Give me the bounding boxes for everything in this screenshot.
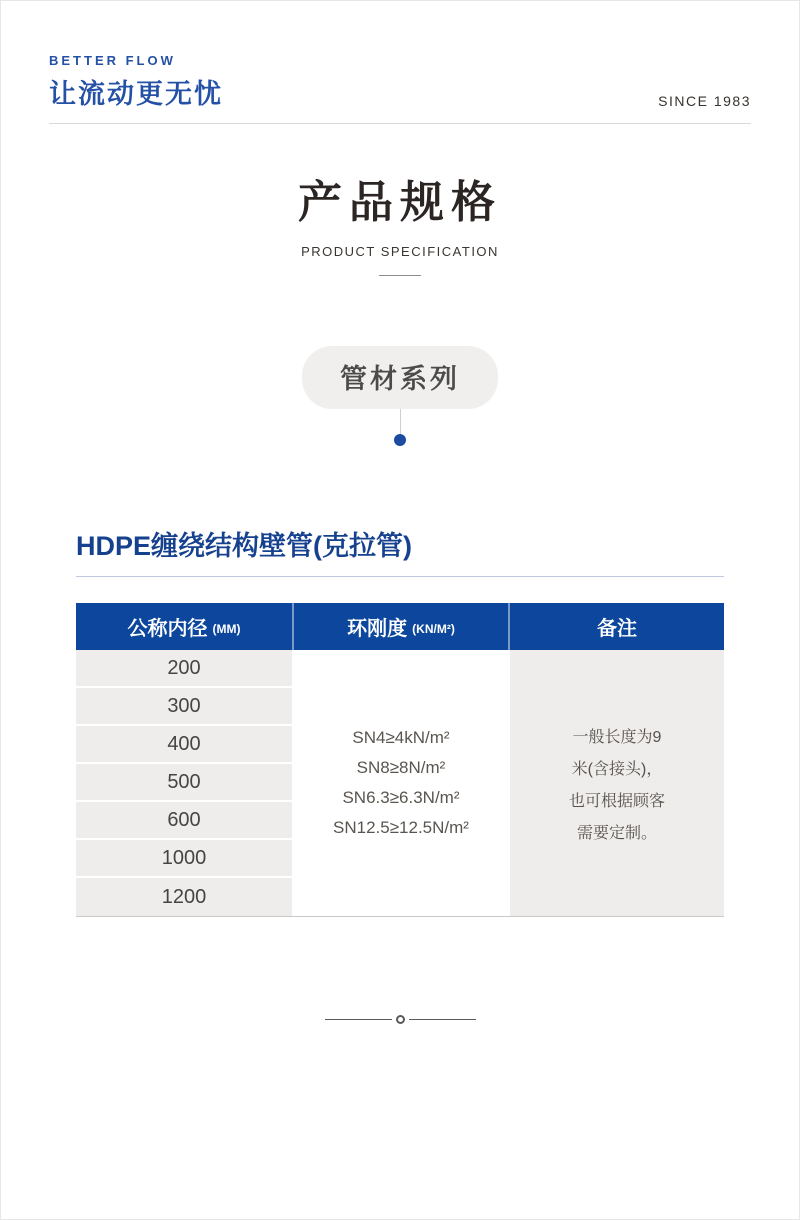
table-row: 1200: [76, 878, 292, 916]
table-row: 200: [76, 650, 292, 688]
footer-decoration: [1, 1015, 799, 1024]
title-divider: [379, 275, 421, 276]
title-block: [1, 166, 799, 276]
brand-tagline-en: BETTER FLOW: [49, 53, 176, 68]
remark-line: 米(含接头)，: [571, 760, 663, 778]
table-header-stiffness: [292, 603, 508, 650]
brand-tagline-cn: 让流动更无忧: [49, 79, 223, 109]
table-row: 600: [76, 802, 292, 840]
table-header-row: [76, 603, 724, 650]
header-unit: (MM): [212, 621, 241, 636]
page-title: 产品规格: [298, 178, 502, 227]
series-badge: 管材系列: [302, 346, 498, 409]
table-header-remark: [508, 603, 724, 650]
footer-circle-icon: [396, 1015, 405, 1024]
table-row: 400: [76, 726, 292, 764]
table-body: [76, 650, 724, 916]
diameter-column: [76, 650, 292, 916]
header: [49, 53, 751, 124]
table-row: 300: [76, 688, 292, 726]
table-row: 500: [76, 764, 292, 802]
stiffness-line: SN6.3≥6.3N/m²: [342, 788, 460, 807]
badge-connector-line: [400, 409, 401, 434]
series-badge-block: [1, 346, 799, 446]
page-subtitle: PRODUCT SPECIFICATION: [301, 244, 499, 259]
badge-dot: [394, 434, 406, 446]
header-label: 公称内径: [127, 618, 208, 640]
remark-line: 也可根据顾客: [568, 792, 665, 810]
table-row: 1000: [76, 840, 292, 878]
stiffness-cell: [292, 650, 508, 916]
section-heading: HDPE缠绕结构壁管(克拉管): [76, 531, 412, 561]
stiffness-line: SN12.5≥12.5N/m²: [333, 818, 469, 837]
header-unit: (KN/M²): [412, 621, 455, 636]
header-label: 备注: [597, 618, 637, 640]
footer-line-right: [409, 1019, 476, 1020]
brand-logo: [49, 53, 223, 111]
stiffness-line: SN4≥4kN/m²: [352, 728, 450, 747]
table-header-diameter: [76, 603, 292, 650]
since-label: SINCE 1983: [658, 93, 751, 109]
stiffness-line: SN8≥8N/m²: [356, 758, 446, 777]
section-heading-rule: [76, 576, 724, 577]
spec-section: [76, 524, 724, 917]
header-label: 环刚度: [347, 618, 408, 640]
spec-table: [76, 603, 724, 917]
remark-line: 一般长度为9: [572, 728, 662, 746]
footer-line-left: [325, 1019, 392, 1020]
remark-cell: [508, 650, 724, 916]
remark-line: 需要定制。: [576, 824, 657, 842]
